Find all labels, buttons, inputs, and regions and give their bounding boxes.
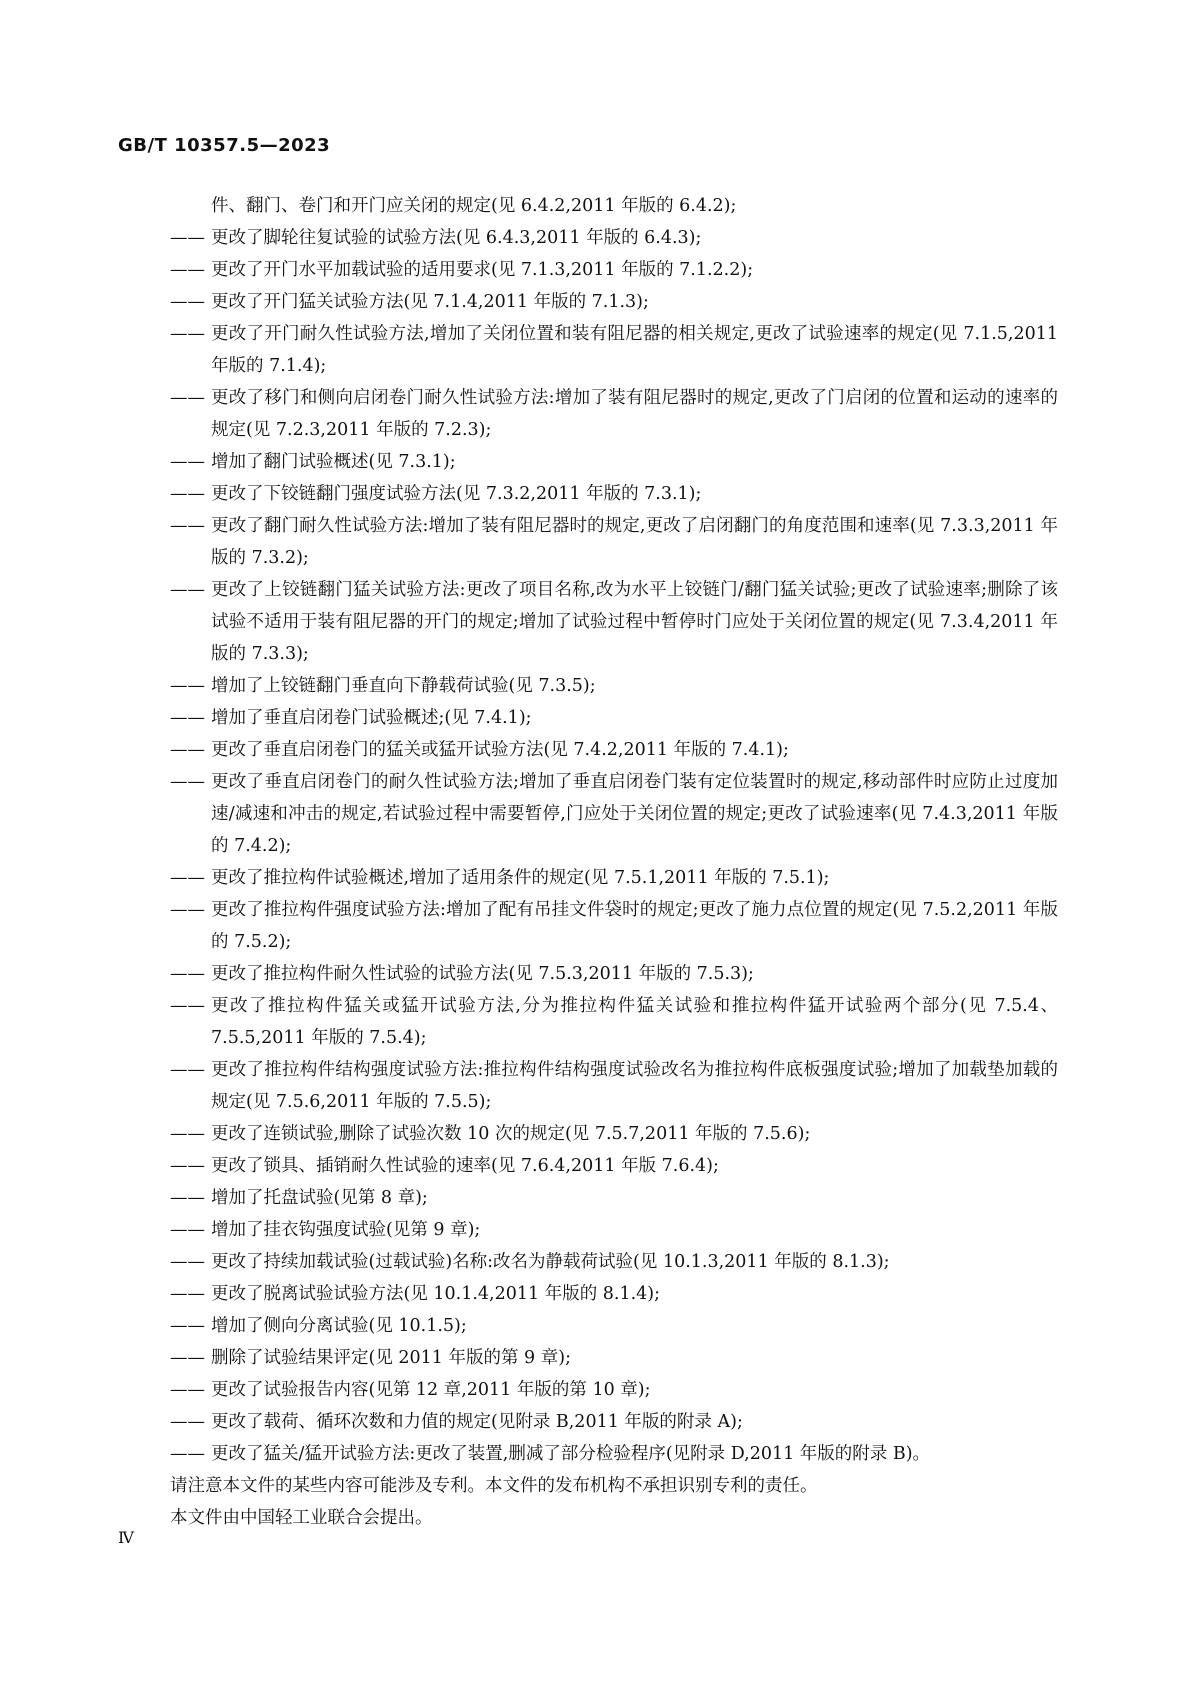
list-item — [170, 862, 1058, 894]
list-item-text: 更改了移门和侧向启闭卷门耐久性试验方法:增加了装有阻尼器时的规定,更改了门启闭的位置和运动的速率的规定(见 7.2.3,2011 年版的 7.2.3); — [211, 388, 1058, 440]
list-item-text: 更改了垂直启闭卷门的猛关或猛开试验方法(见 7.4.2,2011 年版的 7.4.1); — [211, 740, 789, 760]
standard-code: GB/T 10357.5—2023 — [118, 135, 331, 156]
list-dash: —— — [170, 1380, 205, 1400]
list-dash: —— — [170, 516, 205, 536]
list-item-text: 增加了托盘试验(见第 8 章); — [211, 1188, 428, 1208]
list-item — [170, 990, 1058, 1054]
paragraph-group — [170, 1470, 1058, 1534]
list-item — [170, 894, 1058, 958]
list-item-text: 更改了翻门耐久性试验方法:增加了装有阻尼器时的规定,更改了启闭翻门的角度范围和速率(见 7.3.3,2011 年版的 7.3.2); — [211, 516, 1058, 568]
list-item-text: 更改了持续加载试验(过载试验)名称:改名为静载荷试验(见 10.1.3,2011 年版的 8.1.3); — [211, 1252, 890, 1272]
list-item — [170, 382, 1058, 446]
list-dash: —— — [170, 292, 205, 312]
list-item — [170, 766, 1058, 862]
list-dash: —— — [170, 1444, 205, 1464]
list-item — [170, 1150, 1058, 1182]
list-item-text: 更改了开门耐久性试验方法,增加了关闭位置和装有阻尼器的相关规定,更改了试验速率的规定(见 7.1.5,2011 年版的 7.1.4); — [211, 324, 1058, 376]
list-item-text: 更改了下铰链翻门强度试验方法(见 7.3.2,2011 年版的 7.3.1); — [211, 484, 702, 504]
list-item — [170, 1342, 1058, 1374]
page-number: Ⅳ — [118, 1528, 134, 1547]
list-item-text: 更改了上铰链翻门猛关试验方法:更改了项目名称,改为水平上铰链门/翻门猛关试验;更改了试验速率;删除了该试验不适用于装有阻尼器的开门的规定;增加了试验过程中暂停时门应处于关闭位置的规定(见 7.3.4,2011 年版的 7.3.3); — [211, 580, 1058, 664]
list-dash: —— — [170, 228, 205, 248]
list-dash: —— — [170, 868, 205, 888]
list-item — [170, 1310, 1058, 1342]
list-item-text: 更改了推拉构件试验概述,增加了适用条件的规定(见 7.5.1,2011 年版的 7.5.1); — [211, 868, 830, 888]
list-item-text: 更改了脚轮往复试验的试验方法(见 6.4.3,2011 年版的 6.4.3); — [211, 228, 702, 248]
list-dash: —— — [170, 772, 205, 792]
list-item — [170, 702, 1058, 734]
list-item-text: 删除了试验结果评定(见 2011 年版的第 9 章); — [211, 1348, 571, 1368]
list-dash: —— — [170, 452, 205, 472]
list-dash: —— — [170, 1188, 205, 1208]
list-item-text: 更改了猛关/猛开试验方法:更改了装置,删减了部分检验程序(见附录 D,2011 年版的附录 B)。 — [211, 1444, 931, 1464]
change-list — [170, 222, 1058, 1470]
list-dash: —— — [170, 964, 205, 984]
list-item — [170, 318, 1058, 382]
list-dash: —— — [170, 388, 205, 408]
list-item-text: 更改了试验报告内容(见第 12 章,2011 年版的第 10 章); — [211, 1380, 651, 1400]
list-dash: —— — [170, 1348, 205, 1368]
list-dash: —— — [170, 260, 205, 280]
list-item — [170, 574, 1058, 670]
list-dash: —— — [170, 324, 205, 344]
list-dash: —— — [170, 1220, 205, 1240]
list-dash: —— — [170, 484, 205, 504]
list-item-text: 更改了推拉构件强度试验方法:增加了配有吊挂文件袋时的规定;更改了施力点位置的规定(见 7.5.2,2011 年版的 7.5.2); — [211, 900, 1058, 952]
list-item — [170, 1278, 1058, 1310]
list-item-text: 更改了开门水平加载试验的适用要求(见 7.1.3,2011 年版的 7.1.2.2); — [211, 260, 754, 280]
list-item-text: 更改了锁具、插销耐久性试验的速率(见 7.6.4,2011 年版 7.6.4); — [211, 1156, 719, 1176]
list-item — [170, 1054, 1058, 1118]
list-dash: —— — [170, 740, 205, 760]
list-dash: —— — [170, 1060, 205, 1080]
list-item-text: 更改了推拉构件耐久性试验的试验方法(见 7.5.3,2011 年版的 7.5.3); — [211, 964, 754, 984]
list-item — [170, 734, 1058, 766]
list-item-text: 更改了推拉构件结构强度试验方法:推拉构件结构强度试验改名为推拉构件底板强度试验;增加了加载垫加载的规定(见 7.5.6,2011 年版的 7.5.5); — [211, 1060, 1058, 1112]
list-item — [170, 222, 1058, 254]
list-item-text: 更改了垂直启闭卷门的耐久性试验方法;增加了垂直启闭卷门装有定位装置时的规定,移动部件时应防止过度加速/减速和冲击的规定,若试验过程中需要暂停,门应处于关闭位置的规定;更改了试验速率(见 7.4.3,2011 年版的 7.4.2); — [211, 772, 1058, 856]
list-item — [170, 510, 1058, 574]
list-item — [170, 446, 1058, 478]
list-dash: —— — [170, 580, 205, 600]
list-item-text: 更改了推拉构件猛关或猛开试验方法,分为推拉构件猛关试验和推拉构件猛开试验两个部分(见 7.5.4、7.5.5,2011 年版的 7.5.4); — [211, 996, 1058, 1048]
list-item — [170, 286, 1058, 318]
body-paragraph: 请注意本文件的某些内容可能涉及专利。本文件的发布机构不承担识别专利的责任。 — [170, 1476, 818, 1496]
list-item-text: 增加了侧向分离试验(见 10.1.5); — [211, 1316, 467, 1336]
list-item — [170, 1438, 1058, 1470]
list-item — [170, 670, 1058, 702]
list-item — [170, 1118, 1058, 1150]
list-dash: —— — [170, 1284, 205, 1304]
body-paragraph: 本文件由中国轻工业联合会提出。 — [170, 1508, 433, 1528]
list-item — [170, 958, 1058, 990]
list-dash: —— — [170, 1252, 205, 1272]
list-item-text: 更改了连锁试验,删除了试验次数 10 次的规定(见 7.5.7,2011 年版的 7.5.6); — [211, 1124, 811, 1144]
list-dash: —— — [170, 676, 205, 696]
list-item — [170, 1374, 1058, 1406]
list-item — [170, 1246, 1058, 1278]
list-dash: —— — [170, 1124, 205, 1144]
list-dash: —— — [170, 708, 205, 728]
list-item — [170, 478, 1058, 510]
list-dash: —— — [170, 996, 205, 1016]
list-item — [170, 1214, 1058, 1246]
list-item-text: 更改了脱离试验试验方法(见 10.1.4,2011 年版的 8.1.4); — [211, 1284, 661, 1304]
list-item — [170, 254, 1058, 286]
list-dash: —— — [170, 1156, 205, 1176]
list-dash: —— — [170, 900, 205, 920]
list-item-text: 增加了翻门试验概述(见 7.3.1); — [211, 452, 456, 472]
list-item-text: 增加了垂直启闭卷门试验概述;(见 7.4.1); — [211, 708, 532, 728]
list-item-text: 更改了开门猛关试验方法(见 7.1.4,2011 年版的 7.1.3); — [211, 292, 649, 312]
continuation-line: 件、翻门、卷门和开门应关闭的规定(见 6.4.2,2011 年版的 6.4.2); — [211, 196, 737, 216]
list-item-text: 增加了上铰链翻门垂直向下静载荷试验(见 7.3.5); — [211, 676, 596, 696]
document-body — [170, 190, 1058, 1534]
list-item — [170, 1182, 1058, 1214]
list-dash: —— — [170, 1412, 205, 1432]
list-dash: —— — [170, 1316, 205, 1336]
list-item-text: 更改了载荷、循环次数和力值的规定(见附录 B,2011 年版的附录 A); — [211, 1412, 743, 1432]
list-item-text: 增加了挂衣钩强度试验(见第 9 章); — [211, 1220, 481, 1240]
list-item — [170, 1406, 1058, 1438]
